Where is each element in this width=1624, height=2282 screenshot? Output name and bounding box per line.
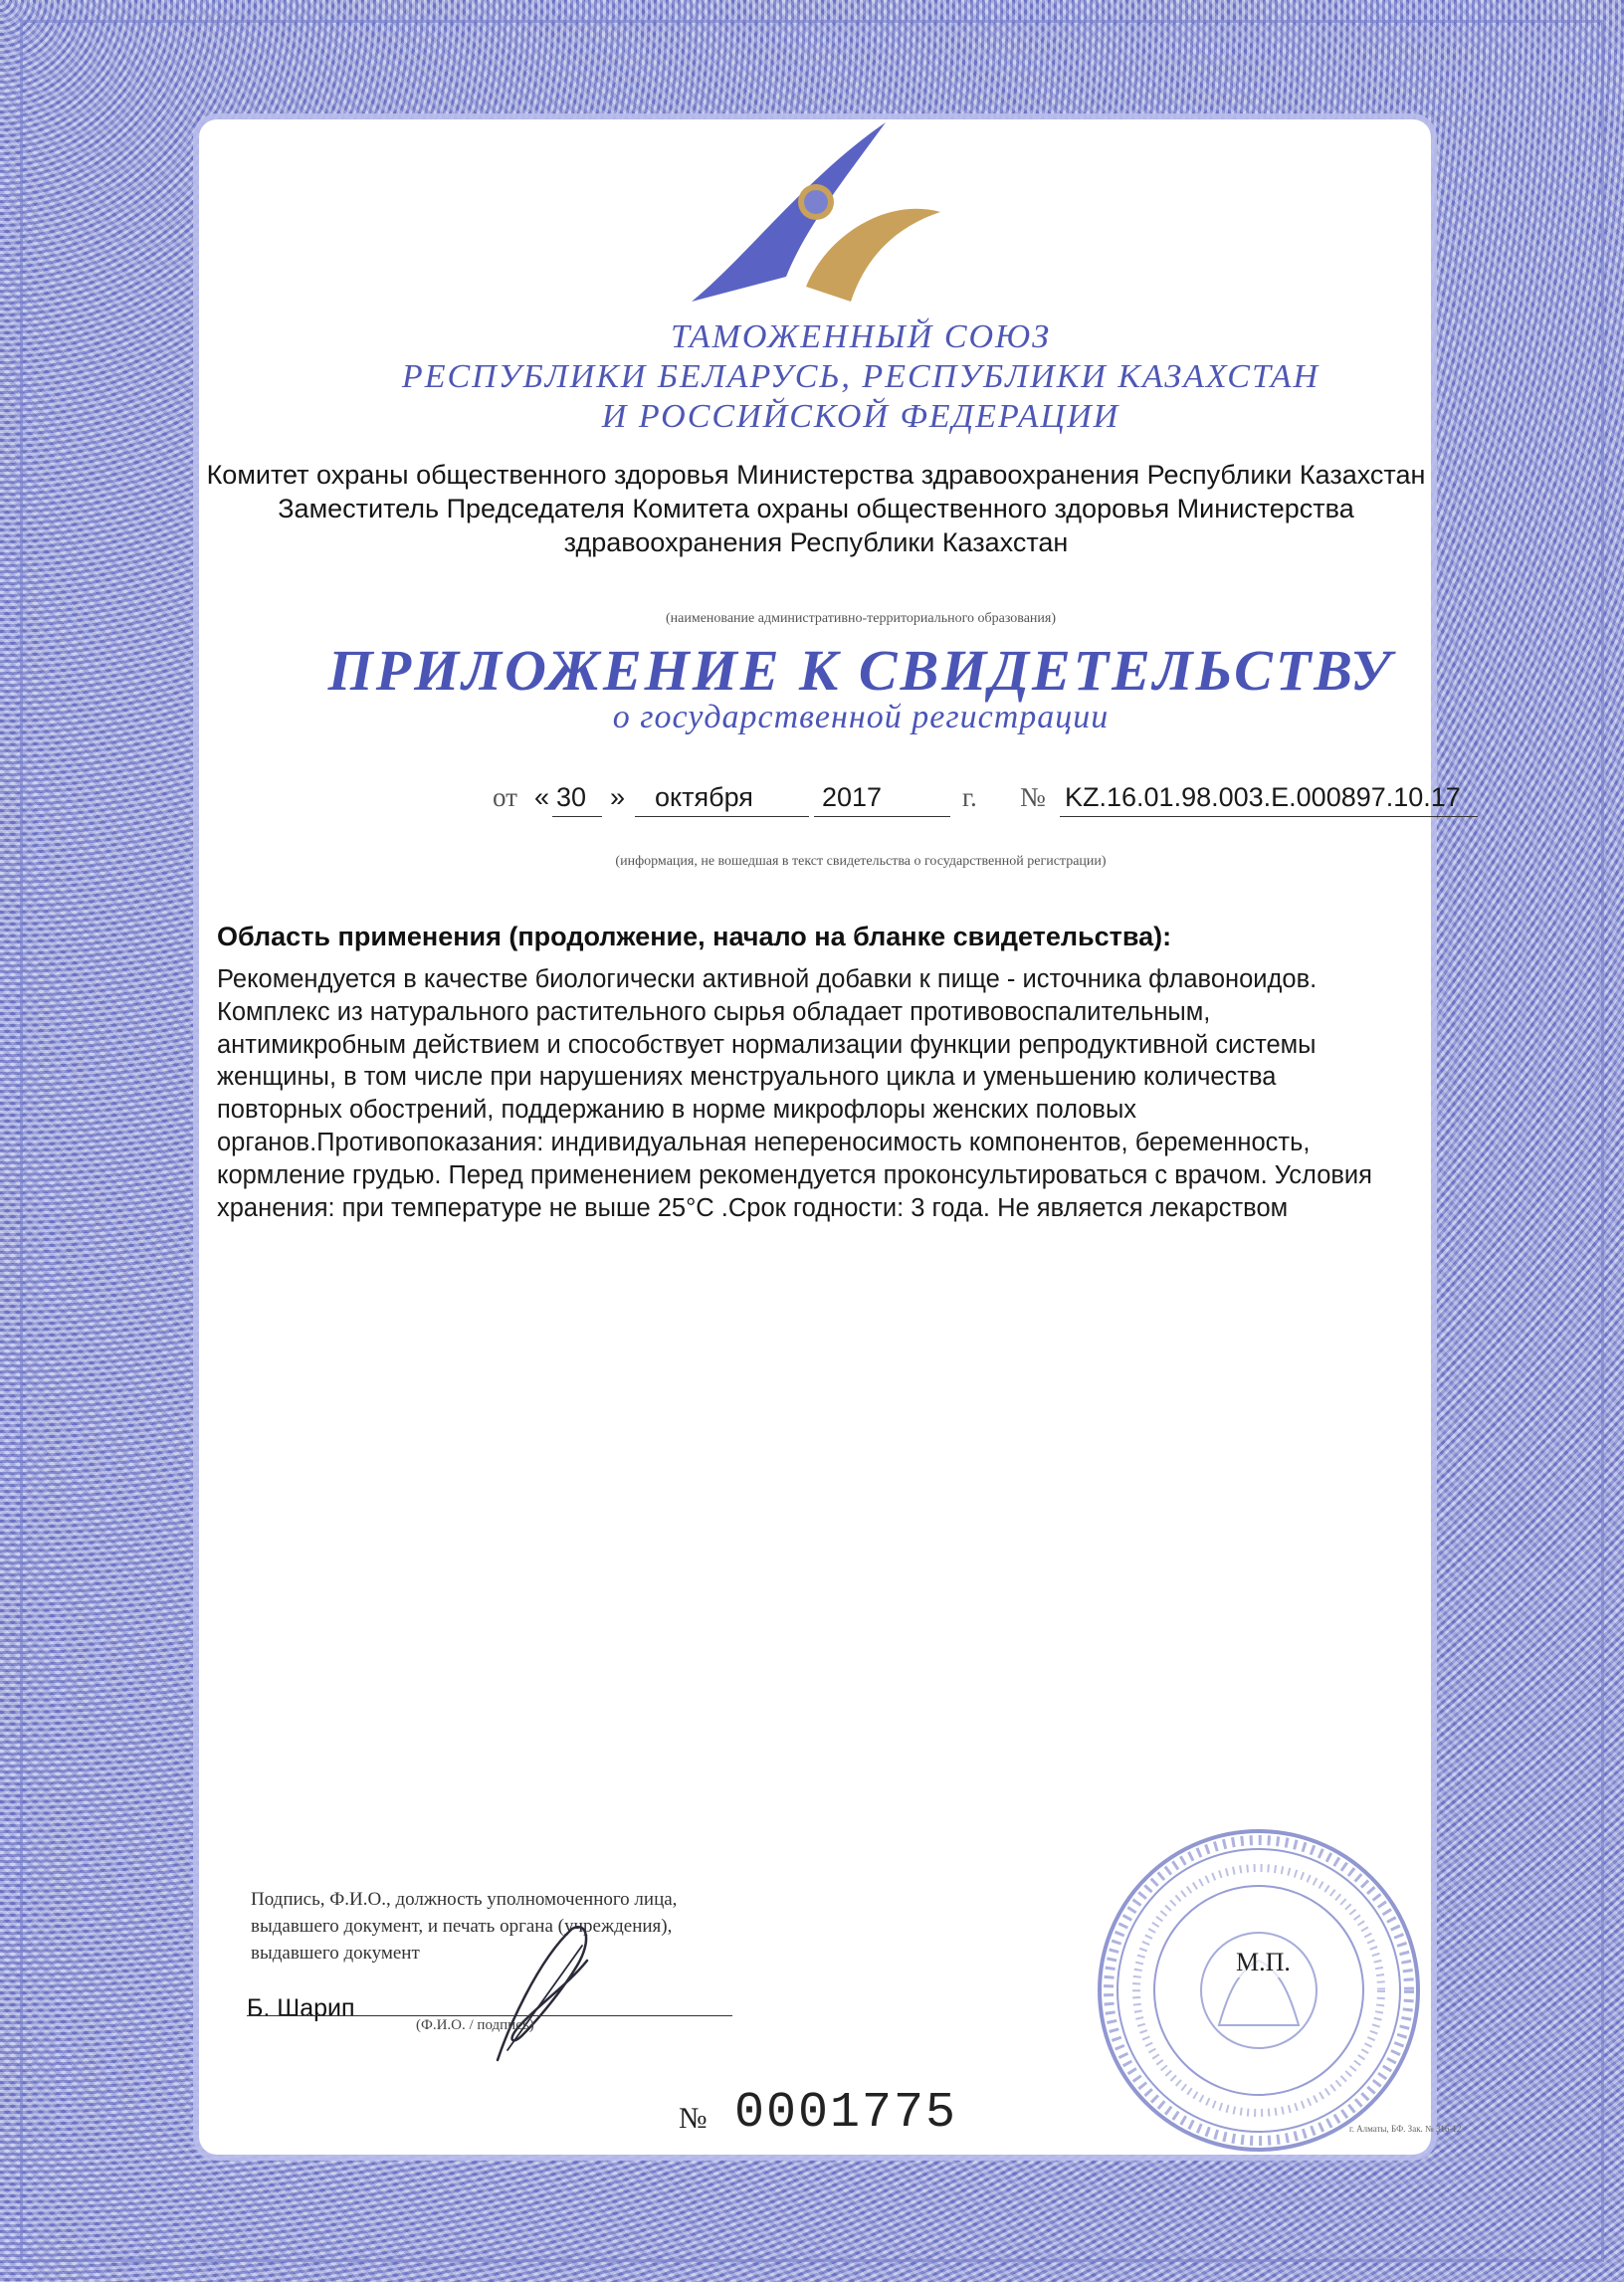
signer-name: Б. Шарип — [247, 1994, 355, 2022]
scope-line: Комплекс из натурального растительного сырья обладает противовоспалительным, — [217, 997, 1211, 1026]
issuer-line2: Заместитель Председателя Комитета охраны общественного здоровья Министерства — [278, 494, 1354, 523]
official-seal-stamp — [1090, 1821, 1428, 2160]
serial-number: 0001775 — [734, 2085, 958, 2142]
printer-mark: г. Алматы, БФ. Зак. № 316-12 — [1349, 2124, 1462, 2134]
scope-text — [217, 963, 1521, 1224]
scope-line: хранения: при температуре не выше 25°С .Срок годности: 3 года. Не является лекарством — [217, 1193, 1289, 1222]
union-title-line1: ТАМОЖЕННЫЙ СОЮЗ — [670, 318, 1051, 355]
customs-union-emblem — [687, 117, 945, 307]
from-label: от — [493, 782, 517, 812]
union-title-line2: РЕСПУБЛИКИ БЕЛАРУСЬ, РЕСПУБЛИКИ КАЗАХСТАН — [401, 358, 1320, 395]
quote-open: « — [534, 782, 550, 812]
handwritten-signature — [478, 1921, 607, 2070]
quote-close: » — [610, 782, 626, 812]
scope-line: органов.Противопоказания: индивидуальная непереносимость компонентов, беременность, — [217, 1128, 1311, 1156]
year-suffix: г. — [962, 782, 977, 812]
document-title: ПРИЛОЖЕНИЕ К СВИДЕТЕЛЬСТВУ — [327, 638, 1394, 703]
signature-line — [247, 2015, 732, 2016]
scope-line: кормление грудью. Перед применением рекомендуется проконсультироваться с врачом. Условия — [217, 1160, 1372, 1189]
registration-note: (информация, не вошедшая в текст свидетельства о государственной регистрации) — [615, 854, 1107, 869]
reg-number: KZ.16.01.98.003.E.000897.10.17 — [1065, 782, 1461, 812]
serial-number-sign: № — [679, 2102, 708, 2135]
scope-line: женщины, в том числе при нарушениях менструального цикла и уменьшению количества — [217, 1063, 1277, 1092]
union-title-line3: И РОССИЙСКОЙ ФЕДЕРАЦИИ — [601, 398, 1120, 435]
scope-line: Рекомендуется в качестве биологически активной добавки к пище - источника флавоноидов. — [217, 965, 1318, 993]
number-sign: № — [1020, 782, 1046, 812]
issuer-note: (наименование административно-территориального образования) — [665, 611, 1057, 626]
issuer-line1: Комитет охраны общественного здоровья Министерства здравоохранения Республики Казахстан — [206, 460, 1426, 490]
registration-line — [493, 782, 1488, 822]
scope-heading: Область применения (продолжение, начало на бланке свидетельства): — [217, 922, 1172, 951]
reg-month: октября — [655, 782, 753, 812]
signer-note: (Ф.И.О. / подпись) — [416, 2017, 534, 2033]
emblem-arc-icon — [806, 209, 940, 302]
scope-line: повторных обострений, поддержанию в норме микрофлоры женских половых — [217, 1096, 1137, 1125]
signature-caption: Подпись, Ф.И.О., должность уполномоченного лица, выдавшего документ, и печать органа (учреждения), выдавшего документ — [251, 1889, 678, 1964]
scope-line: антимикробным действием и способствует нормализации функции репродуктивной системы — [217, 1030, 1317, 1059]
reg-year: 2017 — [822, 782, 883, 812]
reg-day: 30 — [556, 782, 587, 812]
issuer-line3: здравоохранения Республики Казахстан — [563, 527, 1069, 557]
seal-mp-label: М.П. — [1232, 1948, 1295, 1977]
document-subtitle: о государственной регистрации — [612, 699, 1110, 735]
